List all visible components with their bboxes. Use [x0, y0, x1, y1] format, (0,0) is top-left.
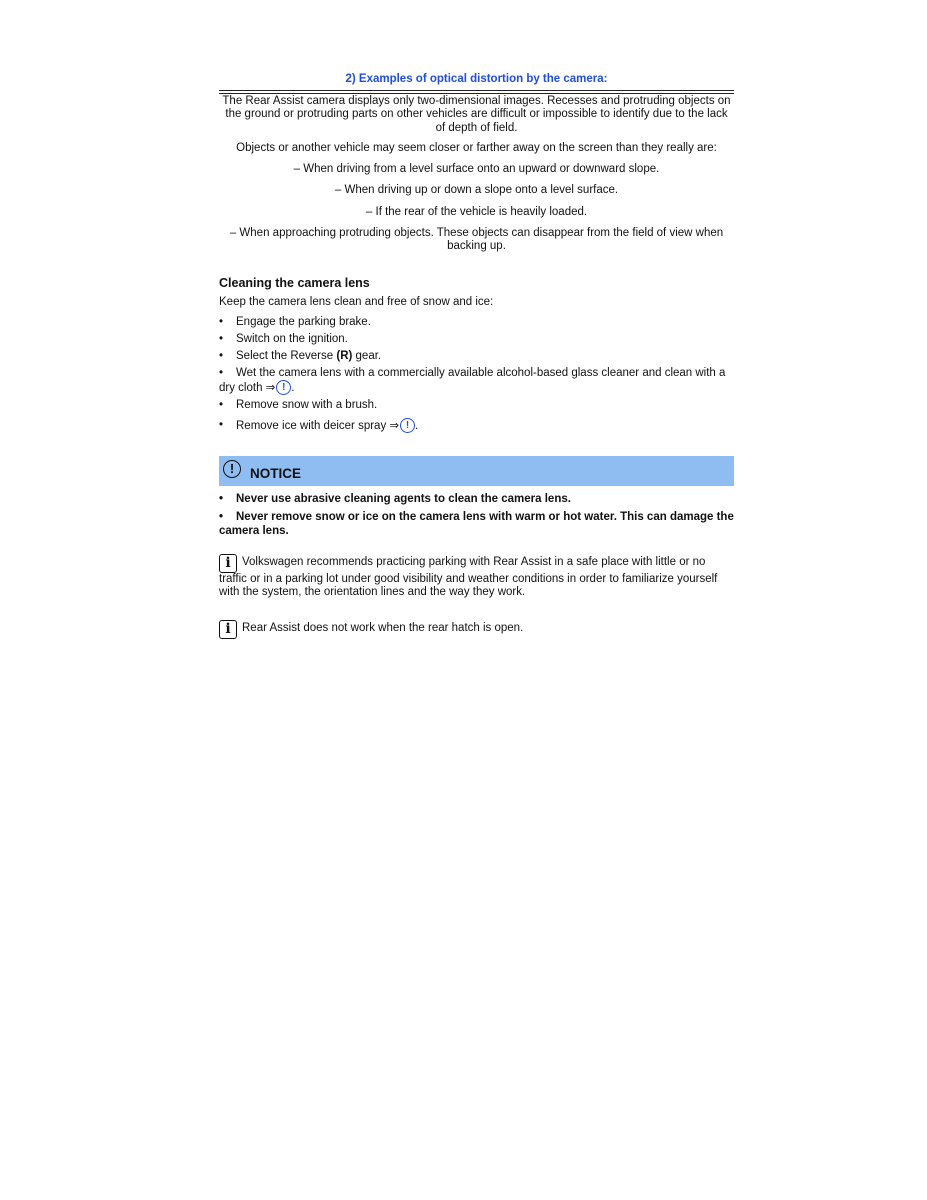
caption-paragraph: The Rear Assist camera displays only two-dimensional images. Recesses and protruding objects on the ground or protruding parts on other vehicles are difficult or impossible to identify due to the lack of depth of field.: [222, 95, 731, 134]
notice-item-text: Never remove snow or ice on the camera lens with warm or hot water. This can damage the camera lens.: [219, 511, 734, 537]
list-item: [219, 418, 734, 433]
caption-paragraph: – When driving up or down a slope onto a level surface.: [334, 184, 619, 197]
list-item: [219, 332, 734, 346]
list-item-text: Remove ice with deicer spray ⇒: [236, 420, 400, 432]
info-icon: i: [219, 554, 237, 573]
caption-body: [219, 95, 734, 262]
list-item-text: Select the Reverse: [236, 350, 337, 362]
bullet-icon: •: [219, 367, 224, 379]
notice-header: [219, 456, 734, 486]
list-item-text: Wet the camera lens with a commercially available alcohol-based glass cleaner and clean with a dry cloth ⇒: [219, 367, 726, 394]
caption-divider: [219, 90, 734, 94]
section-heading: Cleaning the camera lens: [219, 276, 370, 290]
caption-paragraph: – If the rear of the vehicle is heavily loaded.: [365, 205, 588, 218]
warning-exclamation-icon: !: [223, 460, 241, 478]
notice-label: NOTICE: [250, 466, 302, 481]
bullet-icon: •: [219, 333, 224, 345]
info-note-text: Rear Assist does not work when the rear hatch is open.: [242, 622, 524, 634]
notice-reference-icon[interactable]: !: [276, 380, 291, 395]
caption-paragraph: Objects or another vehicle may seem closer or farther away on the screen than they really are:: [236, 141, 717, 154]
list-item: [219, 493, 734, 506]
notice-reference-icon[interactable]: !: [400, 418, 415, 433]
list-item: [219, 511, 734, 538]
list-item: [219, 315, 734, 329]
info-note: [219, 554, 734, 600]
period: .: [415, 420, 419, 432]
bullet-icon: •: [219, 350, 224, 362]
bullet-icon: •: [219, 316, 224, 328]
list-item: [219, 366, 734, 395]
list-item-text: Engage the parking brake.: [236, 316, 371, 328]
notice-list: [219, 493, 734, 543]
caption-paragraph: – When approaching protruding objects. These objects can disappear from the field of view when backing up.: [229, 227, 724, 253]
bullet-icon: •: [219, 419, 224, 431]
notice-item-text: Never use abrasive cleaning agents to clean the camera lens.: [236, 493, 571, 505]
cleaning-section: [219, 276, 734, 436]
bullet-icon: •: [219, 399, 224, 411]
bullet-icon: •: [219, 493, 224, 505]
reverse-gear-label: (R): [336, 350, 353, 362]
list-item-text-suffix: gear.: [352, 350, 382, 362]
info-note-text: Volkswagen recommends practicing parking with Rear Assist in a safe place with little or no traffic or in a parking lot under good visibility and weather conditions in order to familiarize yourself with the system, the orientation lines and the way they work.: [219, 556, 718, 599]
list-item-text: Switch on the ignition.: [236, 333, 348, 345]
info-note: [219, 620, 734, 639]
list-item: [219, 349, 734, 363]
list-item-text: Remove snow with a brush.: [236, 399, 378, 411]
period: .: [291, 382, 295, 394]
cleaning-steps: [219, 315, 734, 433]
caption-title: 2) Examples of optical distortion by the camera:: [345, 73, 608, 85]
bullet-icon: •: [219, 511, 224, 524]
section-intro: Keep the camera lens clean and free of snow and ice:: [219, 296, 494, 308]
caption-paragraph: – When driving from a level surface onto an upward or downward slope.: [293, 163, 660, 176]
info-icon: i: [219, 620, 237, 639]
list-item: [219, 398, 734, 412]
